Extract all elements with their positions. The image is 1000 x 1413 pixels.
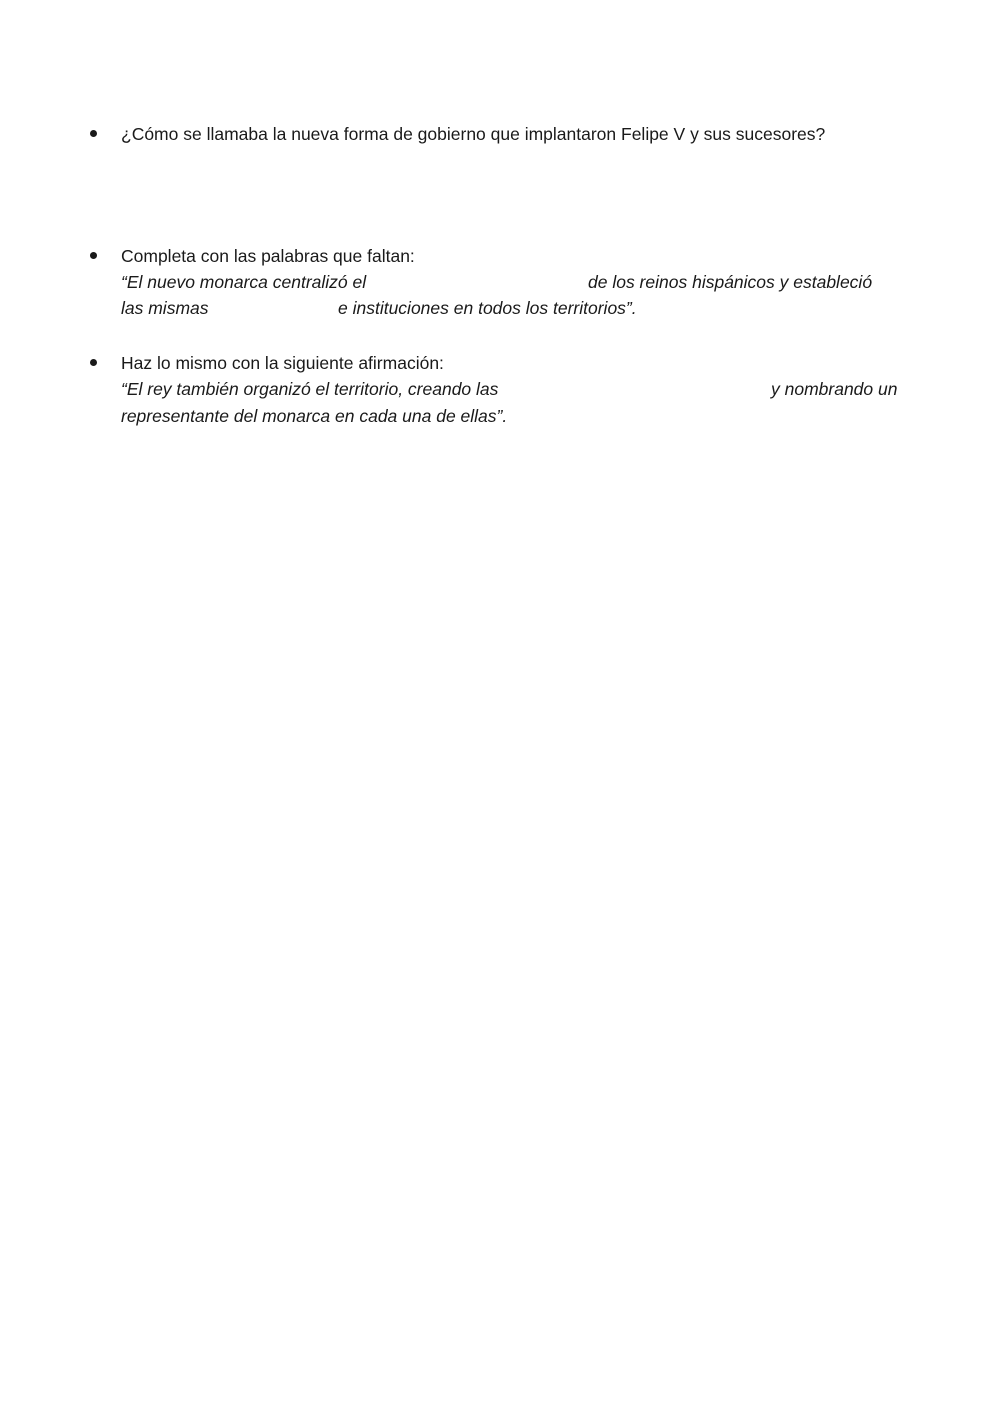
answer-blank-2[interactable]	[215, 297, 333, 319]
bullet-icon	[90, 252, 97, 259]
answer-blank-1[interactable]	[384, 271, 582, 293]
bullet-icon	[90, 359, 97, 366]
question-3-line1-end: y nombrando un	[771, 379, 898, 399]
question-2-prompt: Completa con las palabras que faltan:	[121, 246, 415, 266]
question-2-line1-start: “El nuevo monarca centralizó el	[121, 272, 367, 292]
question-2-line2-end: e instituciones en todos los territorios”.	[338, 298, 637, 318]
question-2-line2-start: las mismas	[121, 298, 209, 318]
question-3-line1-start: “El rey también organizó el territorio, creando las	[121, 379, 499, 399]
question-3-prompt: Haz lo mismo con la siguiente afirmación:	[121, 353, 444, 373]
answer-blank-3[interactable]	[538, 378, 764, 400]
question-3-line2: representante del monarca en cada una de ellas”.	[121, 406, 508, 426]
question-1-text: ¿Cómo se llamaba la nueva forma de gobierno que implantaron Felipe V y sus sucesores?	[121, 124, 826, 144]
question-2-line1-end: de los reinos hispánicos y estableció	[588, 272, 873, 292]
bullet-icon	[90, 130, 97, 137]
